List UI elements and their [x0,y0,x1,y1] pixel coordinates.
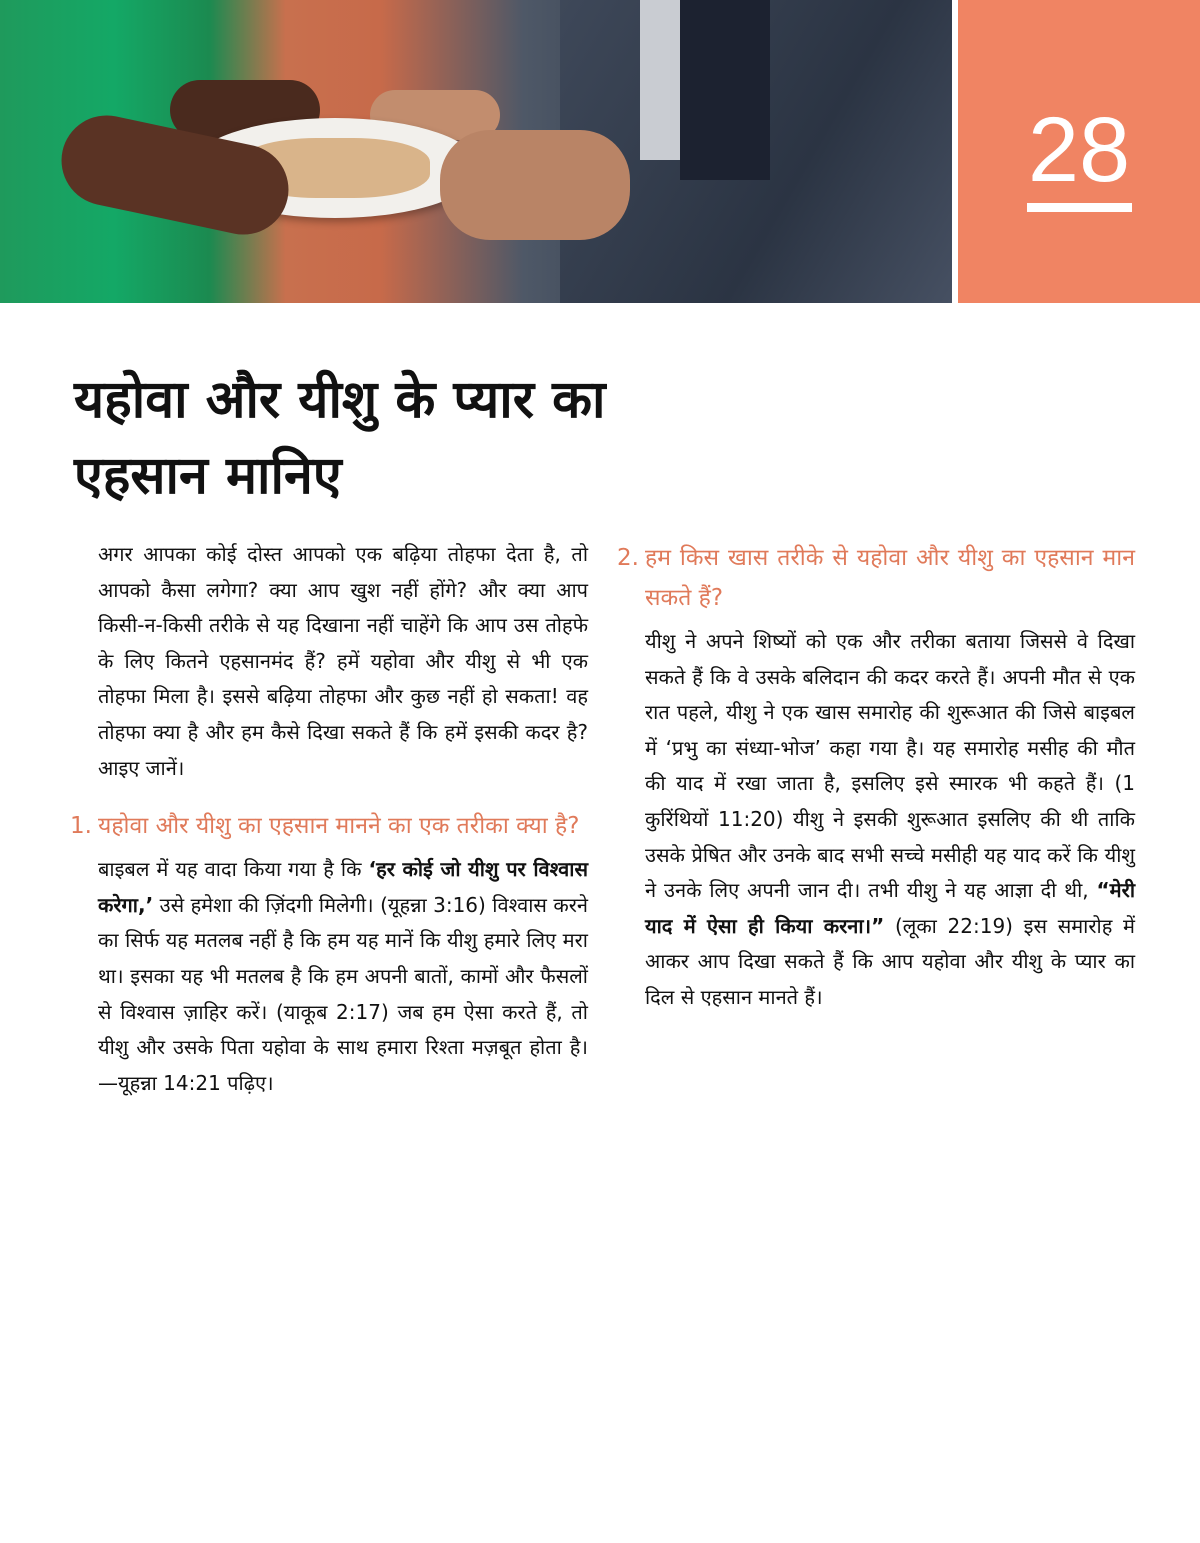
title-line-1: यहोवा और यीशु के प्यार का [74,370,606,430]
left-column [70,537,588,1101]
text: (लूका 22:19) इस समारोह में आकर आप दिखा सकते हैं कि आप यहोवा और यीशु के प्यार का दिल से एहसान मानते हैं। [645,913,1135,1009]
section-heading-text: यहोवा और यीशु का एहसान मानने का एक तरीका क्या है? [98,813,580,840]
text: उसे हमेशा की ज़िंदगी मिलेगी। (यूहन्ना 3:16) विश्वास करने का सिर्फ यह मतलब नहीं है कि हम यह मानें कि यीशु हमारे लिए मरा था। इसका यह भी मतलब है कि हम अपनी बातों, कामों और फैसलों से विश्वास ज़ाहिर करें। (याकूब 2:17) जब हम ऐसा करते हैं, तो यीशु और उसके पिता यहोवा के साथ हमारा रिश्ता मज़बूत होता है।—यूहन्ना 14:21 पढ़िए। [98,892,588,1095]
tie [680,0,770,180]
bold-quote: “मेरी याद में ऐसा ही किया करना।” [645,878,1135,938]
underline-bar [1027,203,1132,212]
section-number: 1. [70,813,92,840]
hero-photo [0,0,952,303]
right-column [617,538,1135,1016]
intro-paragraph: अगर आपका कोई दोस्त आपको एक बढ़िया तोहफा देता है, तो आपको कैसा लगेगा? क्या आप खुश नहीं होंगे? और क्या आप किसी-न-किसी तरीके से यह दिखाना नहीं चाहेंगे कि आप उस तोहफे के लिए कितने एहसानमंद हैं? हमें यहोवा और यीशु से भी एक तोहफा मिला है। इससे बढ़िया तोहफा और कुछ नहीं हो सकता! वह तोहफा क्या है और हम कैसे दिखा सकते हैं कि हमें इसकी कदर है? आइए जानें। [98,542,588,780]
text: बाइबल में यह वादा किया गया है कि [98,857,369,882]
section-paragraph [98,852,588,1101]
title-line-2: एहसान मानिए [74,446,342,506]
section-heading-text: हम किस खास तरीके से यहोवा और यीशु का एहसान मान सकते हैं? [645,545,1135,611]
shirt [640,0,680,160]
section-number: 2. [617,545,639,571]
section-paragraph [645,624,1135,1016]
bold-quote: ‘हर कोई जो यीशु पर विश्वास करेगा,’ [98,857,588,917]
section-heading [70,806,588,846]
section-heading [617,538,1135,618]
lesson-number-badge [958,0,1200,303]
lesson-number: 28 [1027,99,1131,201]
text: यीशु ने अपने शिष्यों को एक और तरीका बताया जिससे वे दिखा सकते हैं कि वे उसके बलिदान की कदर करते हैं। अपनी मौत से एक रात पहले, यीशु ने एक खास समारोह की शुरूआत की जिसे बाइबल में ‘प्रभु का संध्या-भोज’ कहा गया है। यह समारोह मसीह की मौत की याद में रखा जाता है, इसलिए इसे स्मारक भी कहते हैं। (1 कुरिंथियों 11:20) यीशु ने इसकी शुरूआत इसलिए की थी ताकि उसके प्रेषित और उनके बाद सभी सच्चे मसीही यह याद करें कि यीशु ने उनके लिए अपनी जान दी। तभी यीशु ने यह आज्ञा दी थी, [645,629,1135,903]
page-title [74,362,605,514]
hand [440,130,630,240]
